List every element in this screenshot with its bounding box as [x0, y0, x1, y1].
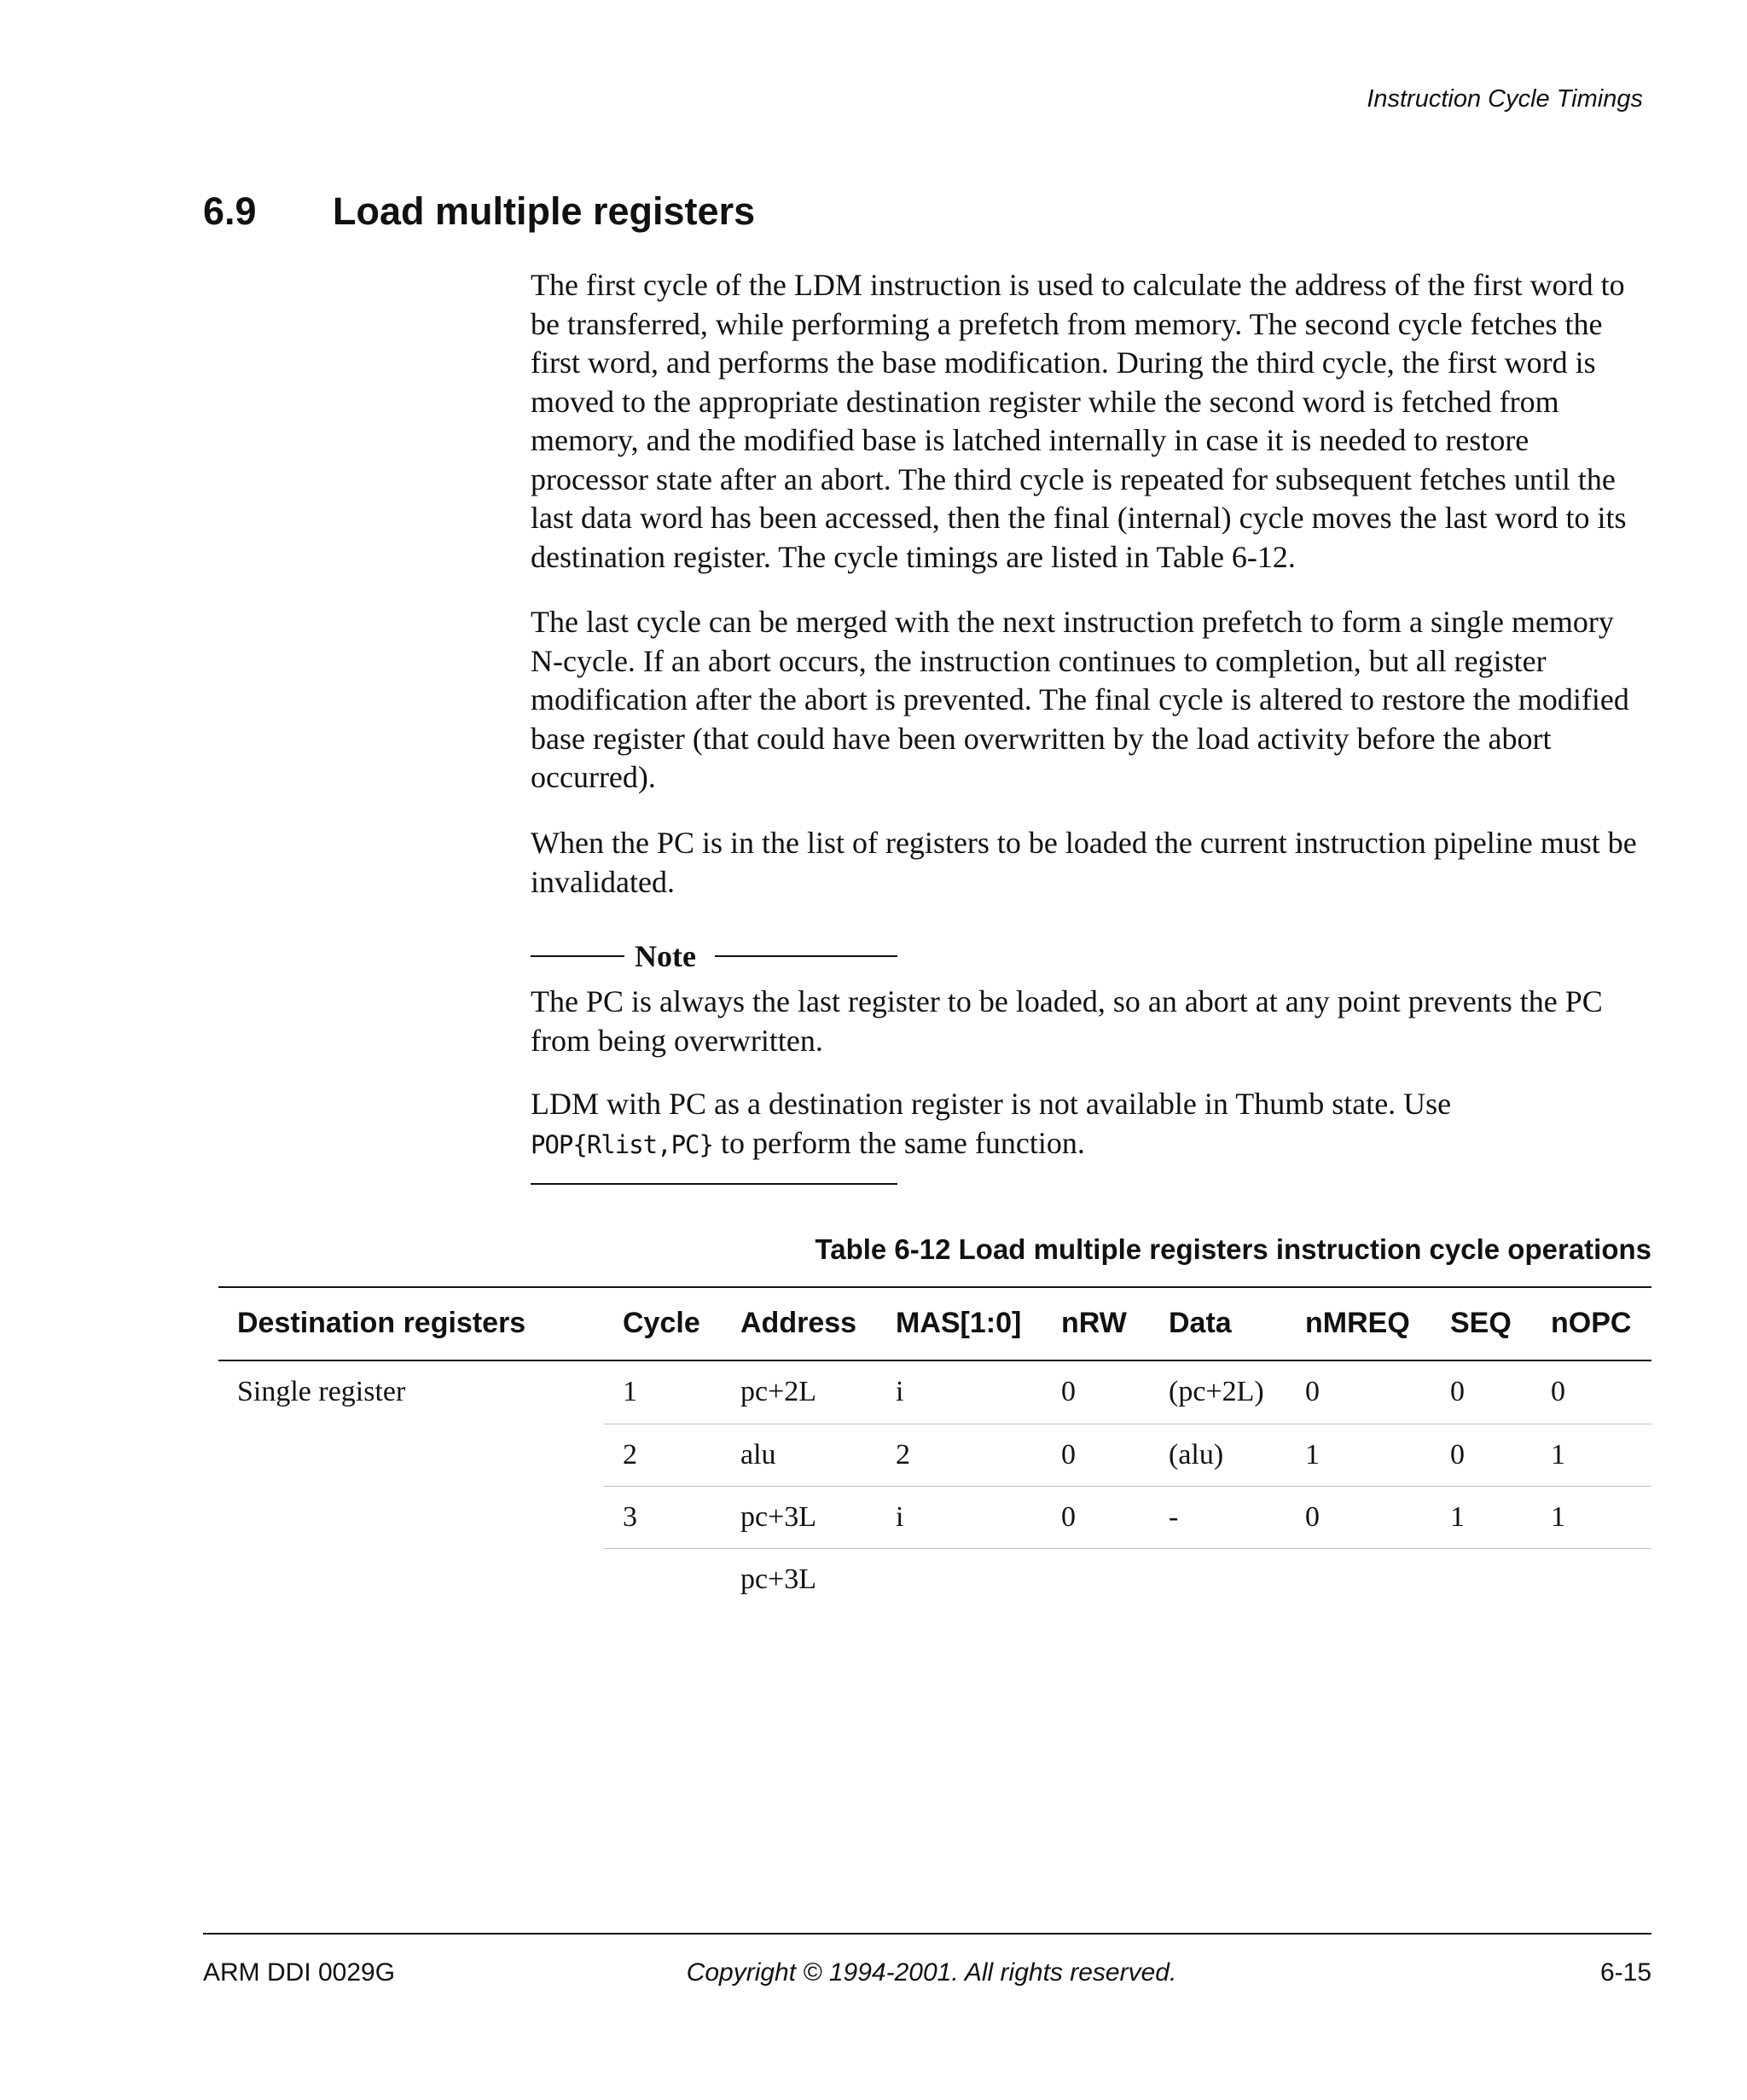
cell-nrw: 0: [1061, 1439, 1076, 1471]
cell-nrw: 0: [1061, 1501, 1076, 1533]
footer-copyright: Copyright © 1994-2001. All rights reserved.: [686, 1958, 1177, 1987]
running-head: Instruction Cycle Timings: [1367, 85, 1643, 113]
cell-nrw: 0: [1061, 1376, 1076, 1407]
cell-address: pc+3L: [740, 1563, 817, 1595]
header-data: Data: [1169, 1306, 1232, 1339]
footer-page-number: 6-15: [1599, 1958, 1651, 1987]
section-number: 6.9: [203, 189, 257, 233]
note-text-thumb: [531, 1085, 1648, 1164]
cell-cycle: 1: [623, 1376, 637, 1407]
note-end-rule: [531, 1183, 897, 1185]
body-paragraph: The first cycle of the LDM instruction is used to calculate the address of the first word to be transferred, while performing a prefetch from memory. The second cycle fetches the first word, and performs the base modification. During the third cycle, the first word is moved to the appropriate destination register while the second word is fetched from memory, and the modified base is latched internally in case it is needed to restore processor state after an abort. The third cycle is repeated for subsequent fetches until the last data word has been accessed, then the final (internal) cycle moves the last word to its destination register. The cycle timings are listed in Table 6-12.: [531, 268, 1627, 574]
note-rule-right: [715, 955, 897, 957]
note-text-after: to perform the same function.: [720, 1125, 1085, 1160]
cell-data: (pc+2L): [1169, 1376, 1264, 1407]
header-nrw: nRW: [1061, 1306, 1127, 1339]
table-caption: Table 6-12 Load multiple registers instruction cycle operations: [815, 1233, 1651, 1265]
header-nmreq: nMREQ: [1305, 1306, 1410, 1339]
cell-nopc: 1: [1551, 1439, 1565, 1471]
cell-mas: 2: [896, 1439, 910, 1471]
cell-address: pc+2L: [740, 1376, 817, 1407]
section-heading: [203, 189, 755, 234]
body-paragraph: The last cycle can be merged with the next instruction prefetch to form a single memory N-cycle. If an abort occurs, the instruction continues to completion, but all register modification after the abort is prevented. The final cycle is altered to restore the modified base register (that could have been overwritten by the load activity before the abort occurred).: [531, 605, 1629, 794]
cell-mas: i: [896, 1501, 904, 1533]
footer-rule: [203, 1933, 1651, 1935]
header-cycle: Cycle: [623, 1306, 700, 1339]
cell-nmreq: 1: [1305, 1439, 1320, 1471]
cell-nopc: 1: [1551, 1501, 1565, 1533]
cell-cycle: 2: [623, 1439, 637, 1471]
cell-mas: i: [896, 1376, 904, 1407]
cell-seq: 1: [1450, 1501, 1465, 1533]
table-header-rule: [218, 1360, 1651, 1361]
header-address: Address: [740, 1306, 857, 1339]
note-code: POP{Rlist,PC}: [531, 1129, 713, 1159]
cell-cycle: 3: [623, 1501, 637, 1533]
group-label: Single register: [237, 1376, 406, 1407]
header-mas: MAS[1:0]: [896, 1306, 1022, 1339]
section-title: Load multiple registers: [333, 189, 756, 233]
footer-doc-id: ARM DDI 0029G: [203, 1958, 396, 1987]
note-heading: [531, 937, 897, 976]
header-seq: SEQ: [1450, 1306, 1512, 1339]
cell-address: alu: [740, 1439, 776, 1471]
cell-seq: 0: [1450, 1376, 1465, 1407]
note-rule-left: [531, 955, 624, 957]
body-paragraph: When the PC is in the list of registers to be loaded the current instruction pipeline must be invalidated.: [531, 826, 1637, 899]
cell-address: pc+3L: [740, 1501, 817, 1533]
note-text-before: LDM with PC as a destination register is not available in Thumb state. Use: [531, 1087, 1452, 1121]
cell-data: -: [1169, 1501, 1179, 1533]
note-heading-label: Note: [635, 939, 696, 973]
cell-data: (alu): [1169, 1439, 1224, 1471]
cell-nmreq: 0: [1305, 1376, 1320, 1407]
cell-seq: 0: [1450, 1439, 1465, 1471]
header-nopc: nOPC: [1551, 1306, 1632, 1339]
note-text: The PC is always the last register to be loaded, so an abort at any point prevents the PC from being overwritten.: [531, 984, 1603, 1058]
cell-nopc: 0: [1551, 1376, 1565, 1407]
header-destination-registers: Destination registers: [237, 1306, 526, 1339]
cell-nmreq: 0: [1305, 1501, 1320, 1533]
